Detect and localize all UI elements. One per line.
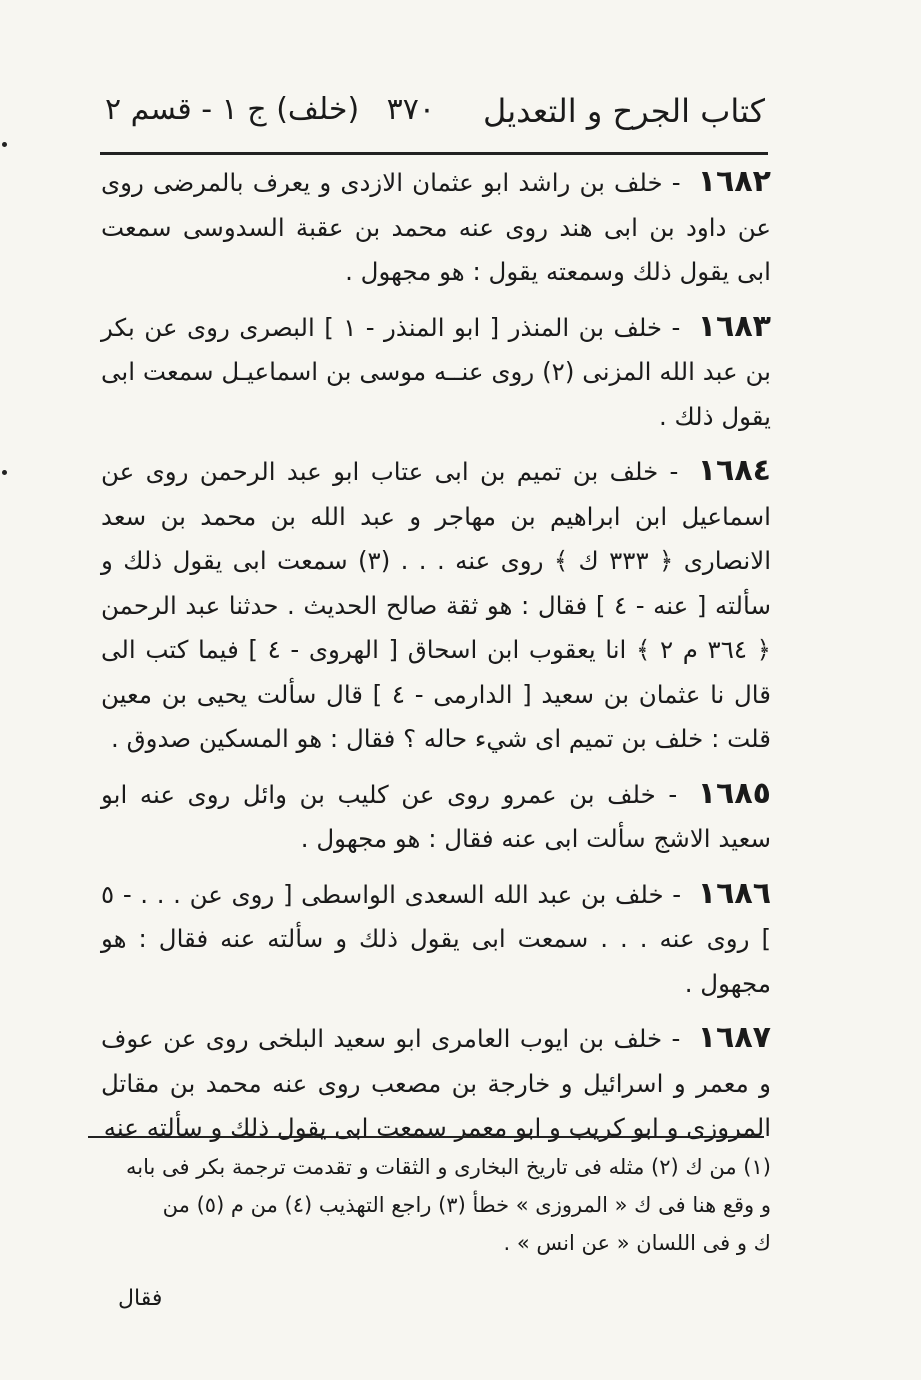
- entry-1684: [101, 449, 771, 762]
- footnotes: [106, 1148, 771, 1262]
- margin-dot: [2, 470, 7, 475]
- entry-number: ١٦٨٧: [697, 1020, 771, 1055]
- entry-1686: [101, 872, 771, 1007]
- footnote-line: (١) من ك (٢) مثله فى تاريخ البخارى و الثقات و تقدمت ترجمة بكر فى بابه: [126, 1155, 771, 1179]
- entry-text: - خلف بن تميم بن ابى عتاب ابو عبد الرحمن روى عن اسماعيل ابن ابراهيم بن مهاجر و عبد الله بن محمد بن سعد الانصارى ﴿ ٣٣٣ ك ﴾ روى عنه . . . (٣) سمعت ابى يقول ذلك و سألته [ عنه - ٤ ] فقال : هو ثقة صالح الحديث . حدثنا عبد الرحمن ﴿ ٣٦٤ م ٢ ﴾ انا يعقوب ابن اسحاق [ الهروى - ٤ ] فيما كتب الى قال نا عثمان بن سعيد [ الدارمى - ٤ ] قال سألت يحيى بن معين قلت : خلف بن تميم اى شيء حاله ؟ فقال : هو المسكين صدوق .: [101, 457, 772, 753]
- running-header: [105, 92, 765, 144]
- section-label: (خلف) ج ١ - قسم ٢: [105, 92, 360, 127]
- entry-text: - خلف بن عبد الله السعدى الواسطى [ روى عن . . . - ٥ ] روى عنه . . . سمعت ابى يقول ذلك و سألته عنه فقال : هو مجهول .: [101, 879, 771, 998]
- book-title: كتاب الجرح و التعديل: [482, 92, 765, 130]
- entry-number: ١٦٨٦: [697, 875, 772, 911]
- footnote-line: و وقع هنا فى ك « المروزى » خطأ (٣) راجع التهذيب (٤) من م (٥) من: [162, 1193, 771, 1217]
- entry-text: - خلف بن عمرو روى عن كليب بن وائل روى عنه ابو سعيد الاشج سألت ابى عنه فقال : هو مجهول .: [101, 779, 771, 853]
- entries-list: [101, 160, 771, 1161]
- entry-number: ١٦٨٤: [697, 453, 771, 488]
- header-divider: [100, 152, 768, 155]
- page-number: ٣٧٠: [386, 92, 435, 127]
- entry-1687: [101, 1016, 771, 1151]
- entry-number: ١٦٨٣: [697, 308, 771, 344]
- entry-1682: [101, 160, 771, 295]
- catchword: فقال: [118, 1286, 163, 1311]
- entry-1685: [101, 772, 771, 862]
- entry-1683: [101, 305, 771, 440]
- margin-dot: [2, 142, 7, 147]
- footnote-divider: [88, 1136, 764, 1138]
- entry-text: - خلف بن راشد ابو عثمان الازدى و يعرف بالمرضى روى عن داود بن ابى هند روى عنه محمد بن عقبة السدوسى سمعت ابى يقول ذلك وسمعته يقول : هو مجهول .: [101, 168, 771, 286]
- entry-text: - خلف بن ايوب العامرى ابو سعيد البلخى روى عن عوف و معمر و اسرائيل و خارجة بن مصعب روى عنه محمد بن مقاتل المروزى و ابو كريب و ابو معمر سمعت ابى يقول ذلك و سألته عنه: [101, 1024, 771, 1142]
- entry-text: - خلف بن المنذر [ ابو المنذر - ١ ] البصرى روى عن بكر بن عبد الله المزنى (٢) روى عنــه موسى بن اسماعيـل سمعت ابى يقول ذلك .: [101, 312, 771, 431]
- footnote-line: ك و فى اللسان « عن انس » .: [503, 1231, 771, 1255]
- entry-number: ١٦٨٥: [697, 775, 771, 811]
- entry-number: ١٦٨٢: [697, 164, 771, 199]
